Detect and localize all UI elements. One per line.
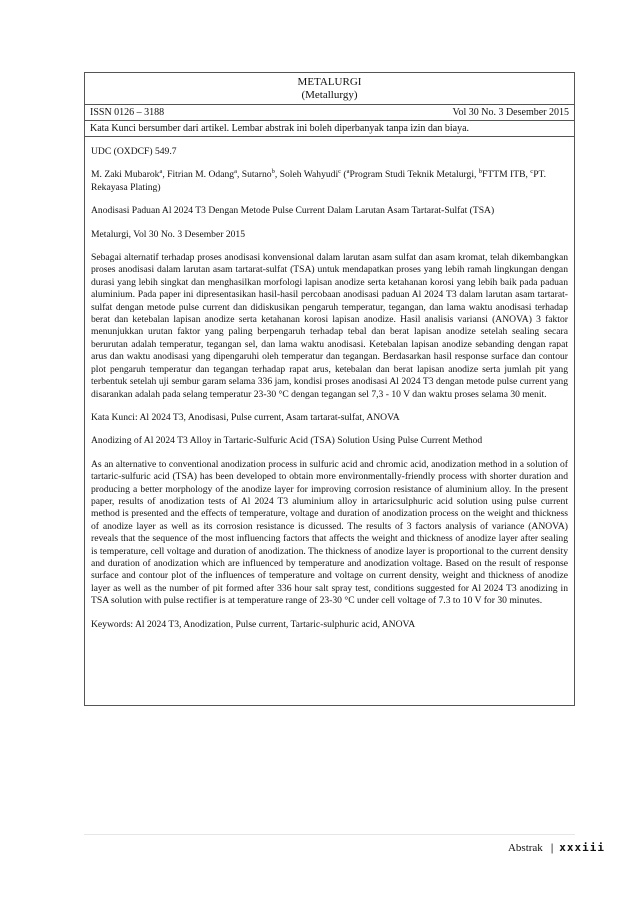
keywords-english: Keywords: Al 2024 T3, Anodization, Pulse current, Tartaric-sulphuric acid, ANOVA — [91, 618, 416, 630]
affiliation-mark: a — [234, 168, 237, 176]
author-list — [91, 169, 568, 194]
affiliation-text: Program Studi Teknik Metalurgi, — [349, 169, 479, 181]
title-indonesian: Anodisasi Paduan Al 2024 T3 Dengan Metode Pulse Current Dalam Larutan Asam Tartarat-Sulfat (TSA) — [91, 205, 495, 217]
abstract-indonesian: Sebagai alternatif terhadap proses anodisasi konvensional dalam larutan asam sulfat dan asam kromat, telah dikembangkan proses anodisasi dalam larutan asam tartarat-sulfat (TSA) untuk mendapatkan proses yang lebih ramah lingkungan dengan durasi yang lebih singkat dan menghasilkan morfologi lapisan anodize serta ketahanan korosi yang lebih baik pada paduan aluminium. Pada paper ini dipresentasikan hasil-hasil percobaan anodisasi paduan Al 2024 T3 dalam larutan asam tartarat-sulfat dengan metode pulse current dan didiskusikan pengaruh temperatur, tegangan, dan lama waktu anodisasi terhadap berat dan ketebalan lapisan anodize serta ketahanan korosi lapisan anodize. Hasil analisis variansi (ANOVA) 3 faktor menunjukkan urutan faktor yang paling berpengaruh terhadap tebal dan berat lapisan anodize setelah sealing secara berurutan adalah temperatur, tegangan sel, dan lama waktu anodisasi. Ketebalan lapisan anodize sebanding dengan rapat arus dan waktu anodisasi yang dipengaruhi oleh temperatur dan tegangan. Berdasarkan hasil response surface dan contour plot pengaruh temperatur dan tegangan terhadap rapat arus, ketebalan dan berat lapisan anodize serta jumlah pit yang terbentuk setelah uji sembur garam selama 336 jam, kondisi proses anodisasi Al 2024 T3 dengan metode pulse current yang disarankan adalah pada selang temperatur 23-30 °C dengan tegangan sel 7,3 - 10 V dan waktu proses selama 30 menit. — [91, 252, 568, 400]
affiliation-mark: c — [530, 168, 534, 176]
affiliation-text: FTTM ITB, — [482, 169, 531, 181]
issn-number: ISSN 0126 – 3188 — [90, 107, 165, 118]
page-number: xxxiii — [559, 841, 605, 854]
journal-name: METALURGI — [297, 76, 362, 88]
journal-name-english: (Metallurgy) — [301, 89, 358, 101]
journal-header — [85, 73, 574, 105]
affiliation-mark: b — [478, 168, 483, 176]
author-name: , Fitrian M. Odang — [162, 169, 235, 181]
abstract-sheet — [84, 72, 575, 706]
udc-code: UDC (OXDCF) 549.7 — [91, 146, 177, 157]
abstract-english: As an alternative to conventional anodization process in sulfuric acid and chromic acid, anodization method in a solution of tartaric-sulfuric acid (TSA) has been developed to obtain more environmentally-friendly process with shorter duration and producing a better morphology of the anodize layer for improving corrosion resistance of aluminium alloy. In the present paper, results of anodization tests of Al 2024 T3 aluminium alloy in artaricsulphuric acid solution using pulse current method is presented and the effects of temperature, voltage and duration of anodization process on the weight and thickness of anodize layer as well as its corrosion resistance is dicussed. The results of 3 factors analysis of variance (ANOVA) reveals that the sequence of the most influencing factors that affects the weight and thickness of anodize layer after sealing is temperature, cell voltage and duration of anodization. The thickness of anodize layer is proportional to the current density and duration of anodization which are influenced by temperature and anodization voltage. Based on the result of response surface and contour plot of the influences of temperature and voltage on current density, weight and thickness of anodize layer as well as the number of pit formed after 336 hour salt spray test, conditions suggested for Al 2024 T3 anodizing in TSA solution with pulse rectifier is at temperature range of 23-30 °C under cell voltage of 7.3 to 10 V for 30 minutes. — [91, 458, 568, 607]
affiliation-mark: c — [338, 168, 342, 176]
author-name: M. Zaki Mubarok — [91, 169, 160, 181]
section-label: Abstrak — [507, 842, 543, 854]
abstract-content — [85, 137, 574, 631]
footer-separator: | — [550, 842, 554, 854]
author-name: , Soleh Wahyudi — [274, 169, 339, 181]
volume-info: Vol 30 No. 3 Desember 2015 — [452, 107, 569, 118]
keywords-indonesian: Kata Kunci: Al 2024 T3, Anodisasi, Pulse current, Asam tartarat-sulfat, ANOVA — [91, 411, 400, 423]
page-footer — [508, 841, 605, 855]
title-english: Anodizing of Al 2024 T3 Alloy in Tartaric-Sulfuric Acid (TSA) Solution Using Pulse Current Method — [91, 435, 483, 447]
affiliation-mark: a — [346, 168, 350, 176]
footer-divider — [84, 834, 575, 835]
issn-row — [85, 105, 574, 121]
affiliation-mark: a — [159, 168, 163, 176]
affiliation-text: PT. Rekayasa Plating) — [91, 169, 547, 193]
affiliation-mark: b — [271, 168, 275, 176]
citation: Metalurgi, Vol 30 No. 3 Desember 2015 — [91, 228, 246, 240]
copyright-notice: Kata Kunci bersumber dari artikel. Lembar abstrak ini boleh diperbanyak tanpa izin dan biaya. — [85, 121, 574, 137]
author-name: , Sutarno — [236, 169, 272, 181]
affiliation-open: ( — [341, 169, 347, 181]
